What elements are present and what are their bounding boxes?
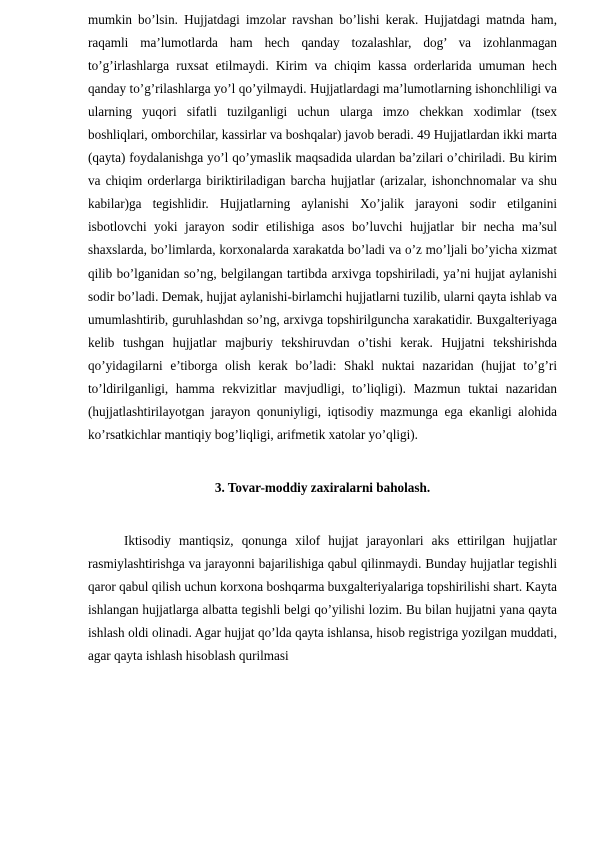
section-heading: 3. Tovar-moddiy zaxiralarni baholash. [214,479,431,495]
body-paragraph-1: mumkin bo’lsin. Hujjatdagi imzolar ravshan bo’lishi kerak. Hujjatdagi matnda ham, raqamli ma’lumotlarda ham hech qanday tozalashlar, dog’ va izohlanmagan to’g’irlashlarga ruxsat etilmaydi. Kirim va chiqim kassa orderlarida umuman hech qanday to’g’rilashlarga yo’l qo’yilmaydi. Hujjatlardagi ma’lumotlarning ishonchliligi va ularning yuqori sifatli tuzilganligi uchun ularga imzo chekkan xodimlar (tsex boshliqlari, omborchilar, kassirlar va boshqalar) javob beradi. 49 Hujjatlardan ikki marta (qayta) foydalanishga yo’l qo’ymaslik maqsadida ulardan ba’zilari o’chiriladi. Bu kirim va chiqim orderlarga biriktiriladigan barcha hujjatlar (arizalar, ishonchnomalar va shu kabilar)ga tegishlidir. Hujjatlarning aylanishi Xo’jalik jarayoni sodir etilganini isbotlovchi yoki jarayon sodir etilishiga asos bo’luvchi hujjatlar bir necha ma’sul shaxslarda, bo’limlarda, korxonalarda xarakatda bo’ladi va o’z mo’ljali bo’yicha xizmat qilib bo’lganidan so’ng, belgilangan tartibda arxivga topshiriladi, ya’ni hujjat aylanishi sodir bo’ladi. Demak, hujjat aylanishi-birlamchi hujjatlarni tuzilib, ularni qayta ishlab va umumlashtirib, guruhlashdan so’ng, arxivga topshirilguncha xarakatidir. Buxgalteriyaga kelib tushgan hujjatlar majburiy tekshiruvdan o’tishi kerak. Hujjatni tekshirishda qo’yidagilarni e’tiborga olish kerak bo’ladi: Shakl nuktai nazaridan (hujjat to’g’ri to’ldirilganligi, hamma rekvizitlar mavjudligi, to’liqligi). Mazmun tuktai nazaridan (hujjatlashtirilayotgan jarayon qonuniyligi, iqtisodiy mazmunga ega ekanligi alohida ko’rsatkichlar mantiqiy bog’liqligi, arifmetik xatolar yo’qligi). [88,12,557,442]
section-spacer-top [88,446,557,476]
document-page [88,8,557,667]
section-spacer-bottom [88,499,557,529]
body-paragraph-2: Iktisodiy mantiqsiz, qonunga xilof hujjat jarayonlari aks ettirilgan hujjatlar rasmiylashtirishga va jarayonni bajarilishiga qabul qilinmaydi. Bunday hujjatlar tegishli qaror qabul qilish uchun korxona boshqarma buxgalteriyalariga topshirilishi shart. Kayta ishlangan hujjatlarga albatta tegishli belgi qo’yilishi lozim. Bu bilan hujjatni yana qayta ishlash oldi olinadi. Agar hujjat qo’lda qayta ishlansa, hisob registriga yozilgan muddati, agar qayta ishlash hisoblash qurilmasi [88,532,557,664]
